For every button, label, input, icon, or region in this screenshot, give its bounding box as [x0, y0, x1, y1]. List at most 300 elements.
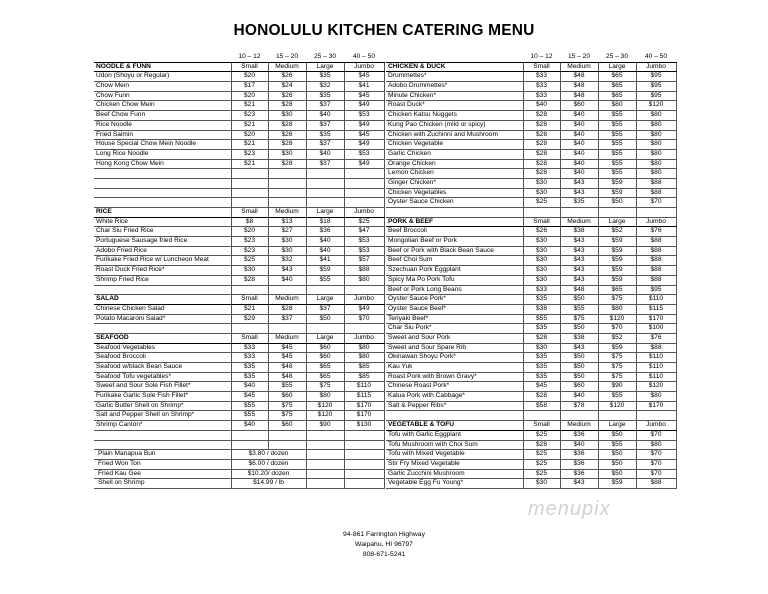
size-label: Jumbo: [344, 208, 384, 218]
item-price: $38: [560, 227, 598, 237]
menu-item-row: [386, 91, 676, 101]
empty-cell: [344, 450, 384, 460]
empty-cell: [344, 178, 384, 188]
item-price: $28: [523, 440, 560, 450]
item-price: $120: [598, 401, 636, 411]
item-price: $53: [344, 237, 384, 247]
item-price: $25: [523, 198, 560, 208]
item-price: $80: [344, 275, 384, 285]
menu-item-row: [94, 382, 384, 392]
empty-cell: [268, 285, 306, 295]
item-price: $50: [560, 353, 598, 363]
empty-cell: [344, 430, 384, 440]
item-name: Garlic Chicken: [386, 149, 523, 159]
menu-item-row: [94, 401, 384, 411]
item-price: $90: [598, 382, 636, 392]
item-price: $36: [560, 469, 598, 479]
menu-item-row: [94, 411, 384, 421]
item-price: $21: [231, 140, 268, 150]
item-price: $28: [268, 304, 306, 314]
item-price: $20: [231, 91, 268, 101]
item-price: $55: [598, 111, 636, 121]
item-price: $49: [344, 304, 384, 314]
item-price: $75: [268, 411, 306, 421]
item-price: $50: [560, 363, 598, 373]
empty-cell: [344, 198, 384, 208]
empty-cell: [306, 285, 344, 295]
unit-price: $10.20/ dozen: [231, 469, 306, 479]
item-price: $170: [636, 401, 676, 411]
item-price: $55: [306, 275, 344, 285]
menu-title: HONOLULU KITCHEN CATERING MENU: [233, 22, 535, 39]
item-price: $49: [344, 101, 384, 111]
item-name: Stir Fry Mixed Vegetable: [386, 459, 523, 469]
empty-cell: [268, 198, 306, 208]
menu-item-row: [386, 304, 676, 314]
item-price: $75: [560, 314, 598, 324]
size-label: Small: [231, 62, 268, 72]
item-price: $33: [523, 82, 560, 92]
range-header-row: [94, 53, 384, 62]
item-price: $23: [231, 111, 268, 121]
item-price: $60: [560, 101, 598, 111]
menu-item-row: [386, 188, 676, 198]
item-price: $37: [306, 159, 344, 169]
item-price: $49: [344, 120, 384, 130]
item-price: $55: [231, 401, 268, 411]
item-price: $65: [598, 91, 636, 101]
item-price: $80: [636, 111, 676, 121]
empty-row: [94, 440, 384, 450]
item-price: $33: [523, 91, 560, 101]
item-name: Tofu with Mixed Vegetable: [386, 450, 523, 460]
item-name: Roast Pork with Brown Gravy*: [386, 372, 523, 382]
item-name: Chow Mein: [94, 82, 231, 92]
menu-item-row: [94, 266, 384, 276]
item-price: $40: [560, 130, 598, 140]
menu-item-row: [94, 256, 384, 266]
empty-cell: [306, 459, 344, 469]
empty-cell: [268, 169, 306, 179]
item-price: $35: [523, 353, 560, 363]
menu-item-row: [386, 169, 676, 179]
empty-row: [94, 198, 384, 208]
item-price: $30: [523, 178, 560, 188]
item-name: Drummettes*: [386, 72, 523, 82]
item-price: $21: [231, 120, 268, 130]
menu-item-row: [94, 72, 384, 82]
item-price: $60: [268, 421, 306, 431]
item-price: $43: [560, 188, 598, 198]
item-price: $30: [231, 266, 268, 276]
section-title: PORK & BEEF: [386, 217, 523, 227]
item-price: $55: [598, 169, 636, 179]
item-name: Oyster Sauce Chicken: [386, 198, 523, 208]
range-header-row: [386, 53, 676, 62]
per-unit-item-row: [94, 469, 384, 479]
item-name: Teriyaki Beef*: [386, 314, 523, 324]
menu-item-row: [386, 343, 676, 353]
empty-cell: [598, 208, 636, 218]
item-price: $45: [268, 353, 306, 363]
item-name: Ginger Chicken*: [386, 178, 523, 188]
item-price: $70: [636, 450, 676, 460]
item-price: $24: [268, 82, 306, 92]
empty-cell: [636, 208, 676, 218]
item-name: Seafood w/black Bean Sauce: [94, 363, 231, 373]
item-price: $88: [636, 343, 676, 353]
menu-item-row: [386, 382, 676, 392]
item-price: $30: [523, 188, 560, 198]
item-name: Chinese Chicken Salad: [94, 304, 231, 314]
item-price: $55: [231, 411, 268, 421]
empty-cell: [231, 169, 268, 179]
section-header-row: [386, 421, 676, 431]
item-price: $40: [268, 275, 306, 285]
per-unit-item-row: [94, 479, 384, 489]
item-name: Minute Chicken*: [386, 91, 523, 101]
item-name: Kau Yuk: [386, 363, 523, 373]
empty-row: [94, 188, 384, 198]
item-name: Chicken Vegetable: [386, 140, 523, 150]
menu-item-row: [94, 149, 384, 159]
item-price: $26: [268, 130, 306, 140]
menu-item-row: [94, 246, 384, 256]
item-price: $85: [344, 363, 384, 373]
item-name: Plain Manapua Bun: [94, 450, 231, 460]
menu-item-row: [94, 363, 384, 373]
item-price: $80: [306, 392, 344, 402]
item-price: $50: [306, 314, 344, 324]
size-label: Small: [523, 217, 560, 227]
menu-item-row: [94, 101, 384, 111]
item-price: $43: [560, 479, 598, 489]
item-price: $25: [523, 450, 560, 460]
item-price: $8: [231, 217, 268, 227]
item-price: $40: [560, 440, 598, 450]
item-name: Beef or Pork Long Beans: [386, 285, 523, 295]
item-price: $85: [344, 372, 384, 382]
item-price: $88: [636, 246, 676, 256]
item-price: $59: [598, 188, 636, 198]
empty-row: [94, 169, 384, 179]
item-name: Roast Duck Fried Rice*: [94, 266, 231, 276]
item-price: $45: [344, 91, 384, 101]
item-price: $60: [268, 392, 306, 402]
empty-cell: [344, 469, 384, 479]
item-name: Tofu with Garlic Eggplant: [386, 430, 523, 440]
item-price: $80: [598, 304, 636, 314]
unit-price: $14.99 / lb: [231, 479, 306, 489]
menu-item-row: [94, 237, 384, 247]
item-price: $75: [268, 401, 306, 411]
item-price: $28: [523, 169, 560, 179]
item-price: $88: [636, 266, 676, 276]
item-price: $120: [306, 401, 344, 411]
item-name: Portuguese Sausage fried Rice: [94, 237, 231, 247]
item-price: $25: [523, 459, 560, 469]
empty-cell: [306, 479, 344, 489]
item-name: Udon (Shoyu or Regular): [94, 72, 231, 82]
item-price: $40: [560, 169, 598, 179]
menu-item-row: [386, 479, 676, 489]
item-name: Orange Chicken: [386, 159, 523, 169]
item-price: $70: [598, 324, 636, 334]
item-price: $30: [268, 246, 306, 256]
item-price: $26: [268, 72, 306, 82]
item-name: Chicken with Zuchinni and Mushroom: [386, 130, 523, 140]
item-price: $28: [231, 275, 268, 285]
item-price: $75: [598, 372, 636, 382]
item-price: $30: [523, 256, 560, 266]
menu-item-row: [386, 198, 676, 208]
item-name: Adobo Fried Rice: [94, 246, 231, 256]
item-price: $43: [560, 237, 598, 247]
item-price: $45: [523, 382, 560, 392]
size-label: Medium: [268, 208, 306, 218]
menu-item-row: [94, 353, 384, 363]
empty-row: [386, 411, 676, 421]
empty-cell: [231, 324, 268, 334]
menu-item-row: [386, 450, 676, 460]
empty-cell: [523, 208, 560, 218]
menu-item-row: [386, 101, 676, 111]
item-price: $170: [344, 411, 384, 421]
size-label: Jumbo: [344, 333, 384, 343]
size-label: Large: [306, 62, 344, 72]
item-name: Fried Kau Gee: [94, 469, 231, 479]
per-unit-item-row: [94, 459, 384, 469]
empty-cell: [306, 430, 344, 440]
item-price: $59: [598, 275, 636, 285]
size-label: Jumbo: [344, 295, 384, 305]
empty-cell: [231, 430, 268, 440]
menu-item-row: [386, 120, 676, 130]
menu-item-row: [386, 314, 676, 324]
menu-item-row: [94, 140, 384, 150]
item-price: $78: [560, 401, 598, 411]
item-price: $40: [560, 159, 598, 169]
item-price: $60: [306, 343, 344, 353]
item-price: $40: [306, 149, 344, 159]
menu-item-row: [386, 392, 676, 402]
empty-cell: [94, 169, 231, 179]
item-name: Garlic Zucchini Mushroom: [386, 469, 523, 479]
menu-item-row: [386, 72, 676, 82]
size-label: Small: [231, 333, 268, 343]
item-price: $20: [231, 227, 268, 237]
item-price: $60: [560, 382, 598, 392]
item-price: $37: [306, 101, 344, 111]
empty-cell: [636, 411, 676, 421]
item-price: $28: [268, 140, 306, 150]
item-price: $40: [560, 120, 598, 130]
item-price: $21: [231, 159, 268, 169]
menu-item-row: [94, 159, 384, 169]
item-price: $20: [231, 72, 268, 82]
item-price: $23: [231, 149, 268, 159]
section-header-row: [386, 62, 676, 72]
empty-cell: [344, 188, 384, 198]
item-price: $33: [523, 285, 560, 295]
menu-item-row: [386, 266, 676, 276]
item-price: $25: [523, 469, 560, 479]
empty-cell: [306, 178, 344, 188]
item-price: $20: [231, 130, 268, 140]
menu-item-row: [386, 372, 676, 382]
empty-cell: [94, 188, 231, 198]
item-price: $50: [598, 198, 636, 208]
item-name: Rice Noodle: [94, 120, 231, 130]
item-price: $28: [523, 333, 560, 343]
serving-range: 40 – 50: [636, 53, 676, 62]
item-price: $59: [598, 266, 636, 276]
menu-item-row: [386, 130, 676, 140]
menu-item-row: [94, 120, 384, 130]
item-price: $80: [636, 392, 676, 402]
item-name: Sweet and Sour Pork: [386, 333, 523, 343]
item-price: $55: [598, 130, 636, 140]
empty-cell: [94, 285, 231, 295]
empty-cell: [344, 285, 384, 295]
serving-range: 10 – 12: [231, 53, 268, 62]
empty-cell: [386, 411, 523, 421]
item-price: $65: [598, 82, 636, 92]
item-price: $23: [231, 246, 268, 256]
item-name: Salt and Pepper Shell on Shrimp*: [94, 411, 231, 421]
item-price: $48: [268, 363, 306, 373]
item-price: $75: [598, 295, 636, 305]
item-price: $41: [306, 256, 344, 266]
item-price: $55: [598, 120, 636, 130]
item-price: $57: [344, 256, 384, 266]
empty-cell: [231, 285, 268, 295]
item-price: $36: [306, 227, 344, 237]
size-label: Jumbo: [344, 62, 384, 72]
item-price: $25: [523, 430, 560, 440]
item-price: $76: [636, 333, 676, 343]
empty-cell: [231, 440, 268, 450]
item-price: $40: [231, 382, 268, 392]
item-price: $55: [598, 392, 636, 402]
item-price: $40: [560, 140, 598, 150]
item-price: $27: [268, 227, 306, 237]
item-price: $70: [344, 314, 384, 324]
item-price: $59: [598, 256, 636, 266]
empty-cell: [94, 198, 231, 208]
item-price: $45: [344, 72, 384, 82]
section-title: SALAD: [94, 295, 231, 305]
item-price: $76: [636, 227, 676, 237]
item-price: $95: [636, 72, 676, 82]
item-price: $88: [344, 266, 384, 276]
empty-cell: [231, 188, 268, 198]
item-price: $30: [523, 343, 560, 353]
item-price: $59: [598, 343, 636, 353]
menu-item-row: [94, 304, 384, 314]
item-price: $115: [636, 304, 676, 314]
item-name: Beef Chow Funn: [94, 111, 231, 121]
item-price: $17: [231, 82, 268, 92]
item-price: $35: [231, 372, 268, 382]
item-price: $28: [523, 120, 560, 130]
item-price: $28: [523, 140, 560, 150]
item-price: $40: [306, 246, 344, 256]
item-name: Kung Pao Chicken (mild or spicy): [386, 120, 523, 130]
item-price: $36: [560, 459, 598, 469]
empty-cell: [231, 198, 268, 208]
item-price: $75: [306, 382, 344, 392]
phone-number: 808-671-5241: [362, 551, 406, 558]
item-price: $80: [636, 140, 676, 150]
empty-cell: [386, 208, 523, 218]
size-label: Jumbo: [636, 421, 676, 431]
item-price: $59: [598, 178, 636, 188]
right-menu-table: [386, 53, 677, 489]
item-price: $21: [231, 304, 268, 314]
item-price: $110: [636, 295, 676, 305]
item-price: $95: [636, 285, 676, 295]
item-price: $43: [560, 343, 598, 353]
section-header-row: [94, 333, 384, 343]
empty-row: [94, 285, 384, 295]
item-name: House Special Chow Mein Noodle: [94, 140, 231, 150]
item-price: $70: [636, 469, 676, 479]
item-price: $88: [636, 237, 676, 247]
item-price: $120: [598, 314, 636, 324]
item-name: Seafood Vegetables: [94, 343, 231, 353]
item-name: Shell on Shrimp: [94, 479, 231, 489]
item-price: $36: [560, 450, 598, 460]
empty-cell: [344, 479, 384, 489]
item-name: Long Rice Noodle: [94, 149, 231, 159]
menu-item-row: [94, 227, 384, 237]
item-price: $28: [268, 120, 306, 130]
item-name: Furikake Fried Rice w/ Luncheon Meat: [94, 256, 231, 266]
range-spacer: [94, 53, 231, 62]
item-name: Adobo Drummettes*: [386, 82, 523, 92]
size-label: Large: [306, 295, 344, 305]
item-price: $40: [306, 111, 344, 121]
item-price: $52: [598, 333, 636, 343]
empty-cell: [94, 324, 231, 334]
item-price: $48: [560, 72, 598, 82]
item-price: $49: [344, 140, 384, 150]
empty-cell: [344, 324, 384, 334]
item-name: Okinawan Shoyu Pork*: [386, 353, 523, 363]
item-price: $33: [231, 353, 268, 363]
empty-cell: [344, 169, 384, 179]
menu-item-row: [386, 246, 676, 256]
menu-item-row: [94, 82, 384, 92]
item-price: $43: [560, 256, 598, 266]
item-price: $26: [523, 227, 560, 237]
empty-cell: [306, 169, 344, 179]
menu-item-row: [386, 363, 676, 373]
item-price: $70: [636, 198, 676, 208]
empty-cell: [344, 459, 384, 469]
item-price: $36: [560, 430, 598, 440]
item-name: Shrimp Canton*: [94, 421, 231, 431]
item-price: $80: [636, 130, 676, 140]
item-price: $35: [523, 324, 560, 334]
item-price: $55: [598, 440, 636, 450]
item-price: $50: [560, 324, 598, 334]
empty-cell: [94, 440, 231, 450]
item-name: Shrimp Fried Rice: [94, 275, 231, 285]
item-name: Beef Broccoli: [386, 227, 523, 237]
item-price: $35: [560, 198, 598, 208]
